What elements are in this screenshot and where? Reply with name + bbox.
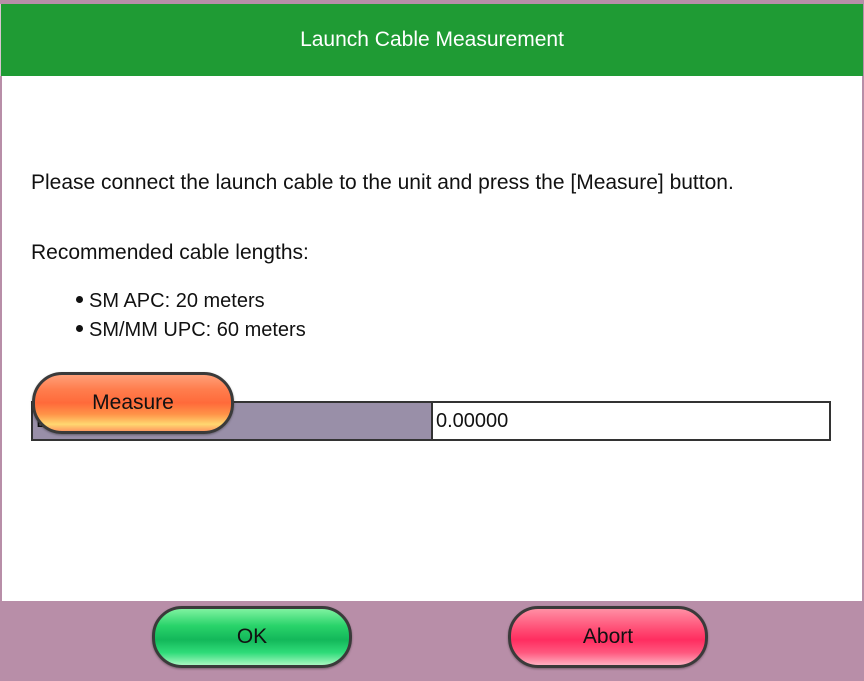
ok-button[interactable]: OK [152,606,352,668]
launch-length-field[interactable]: 0.00000 [433,403,829,439]
bullet-icon [76,296,83,303]
recommended-item-label: SM/MM UPC: 60 meters [89,319,306,341]
recommended-lengths-list [76,287,306,345]
recommended-item-sm-apc [76,287,306,316]
recommended-lengths-title: Recommended cable lengths: [31,241,309,264]
abort-button[interactable]: Abort [508,606,708,668]
instruction-text: Please connect the launch cable to the unit and press the [Measure] button. [31,171,734,194]
bullet-icon [76,325,83,332]
dialog-title: Launch Cable Measurement [0,4,863,76]
recommended-item-sm-mm-upc [76,316,306,345]
measure-button[interactable]: Measure [32,372,234,434]
dialog-content [2,76,862,601]
recommended-item-label: SM APC: 20 meters [89,290,265,312]
button-bar [0,601,864,681]
